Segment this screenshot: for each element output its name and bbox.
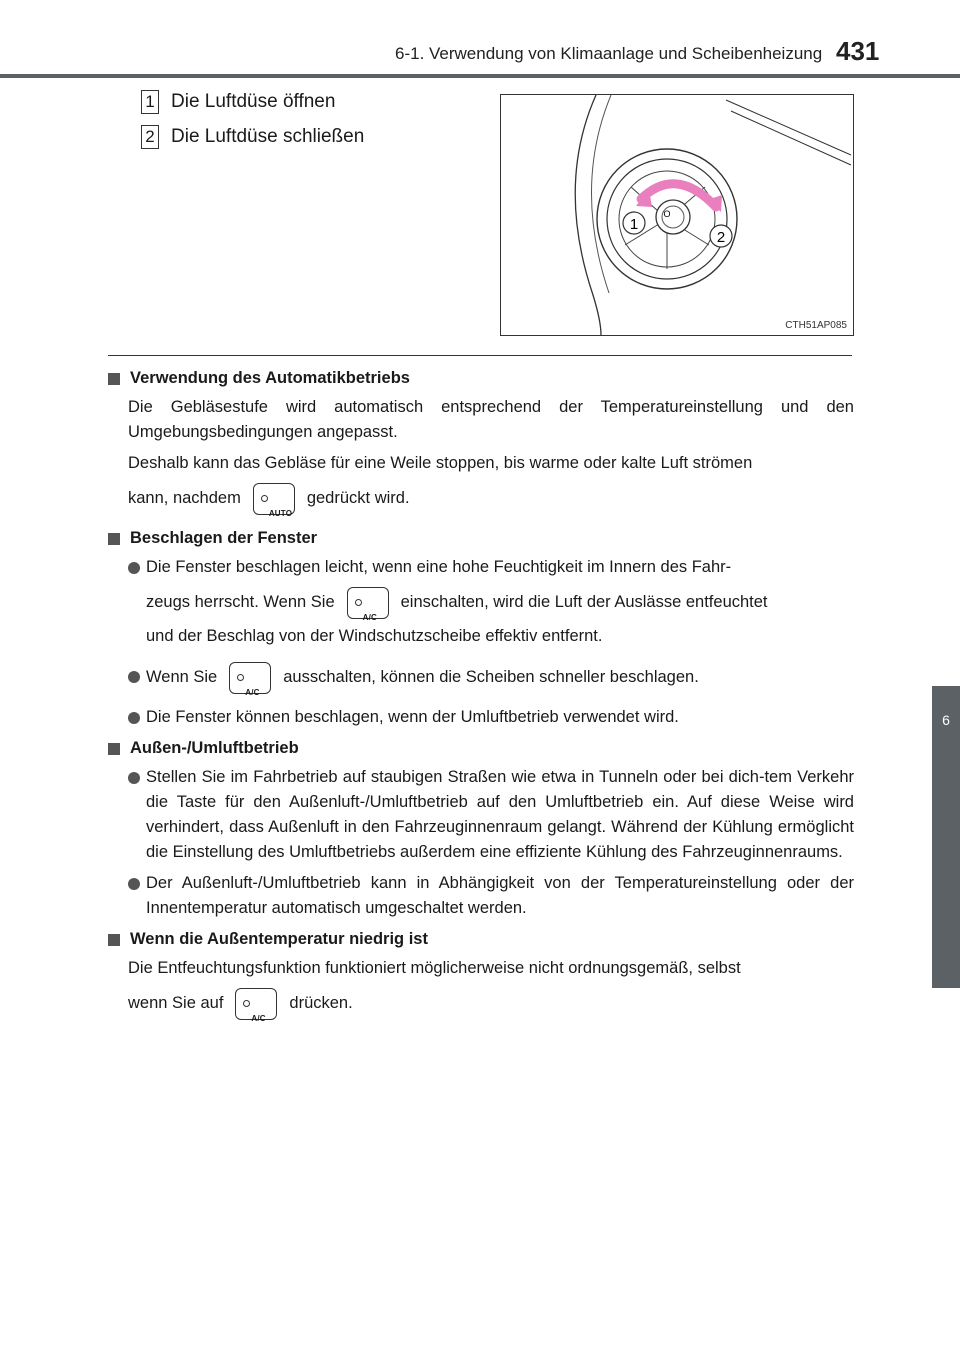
ac-button-icon: A/C xyxy=(347,587,389,619)
round-bullet-icon xyxy=(128,878,140,890)
legend-item-close xyxy=(141,125,364,149)
page-number: 431 xyxy=(836,36,880,66)
section-heading: Außen-/Umluftbetrieb xyxy=(108,736,854,761)
section-heading: Beschlagen der Fenster xyxy=(108,526,854,551)
square-bullet-icon xyxy=(108,533,120,545)
square-bullet-icon xyxy=(108,743,120,755)
air-vent-drawing xyxy=(501,95,853,335)
bullet-item: Wenn Sie A/C ausschalten, können die Scheiben schneller beschlagen. xyxy=(128,655,854,699)
paragraph: Deshalb kann das Gebläse für eine Weile stoppen, bis warme oder kalte Luft strömen xyxy=(128,454,753,472)
round-bullet-icon xyxy=(128,562,140,574)
bullet-item: Stellen Sie im Fahrbetrieb auf staubigen Straßen wie etwa in Tunneln oder bei dich-tem Verkehr die Taste für den Außenluft-/Umluftbetrieb auf den Umluftbetrieb ein. Auf diese Weise wird verhindert, dass Außenluft in den Fahrzeuginnenraum gelangt. Während der Kühlung ermöglicht die Einstellung des Umluftbetriebs außerdem eine effiziente Kühlung des Fahrzeuginnenraums. xyxy=(128,765,854,865)
bullet-item: Der Außenluft-/Umluftbetrieb kann in Abhängigkeit von der Temperatureinstellung oder der Innentemperatur automatisch umgeschaltet werden. xyxy=(128,871,854,921)
section-heading: Wenn die Außentemperatur niedrig ist xyxy=(108,927,854,952)
legend-text: Die Luftdüse schließen xyxy=(171,126,365,148)
ac-button-icon: A/C xyxy=(229,662,271,694)
square-bullet-icon xyxy=(108,373,120,385)
figure-callout-1: 1 xyxy=(629,216,639,233)
figure-callout-2: 2 xyxy=(716,229,726,246)
bullet-item: Die Fenster beschlagen leicht, wenn eine hohe Feuchtigkeit im Innern des Fahr- zeugs herrscht. Wenn Sie A/C einschalten, wird die Luft der Auslässe entfeuchtet und der Beschlag von der Windschutzscheibe effektiv entfernt. xyxy=(128,555,854,649)
indicator-light-icon xyxy=(355,599,362,606)
square-bullet-icon xyxy=(108,934,120,946)
header-title: 6-1. Verwendung von Klimaanlage und Scheibenheizung xyxy=(395,44,823,63)
legend-text: Die Luftdüse öffnen xyxy=(171,91,336,113)
round-bullet-icon xyxy=(128,671,140,683)
knob-mark: O xyxy=(663,209,671,219)
legend-number-box: 2 xyxy=(141,125,159,149)
paragraph: Die Gebläsestufe wird automatisch entsprechend der Temperatureinstellung und den Umgebungsbedingungen angepasst. xyxy=(128,398,854,441)
paragraph: wenn Sie auf A/C drücken. xyxy=(128,981,854,1025)
header-rule xyxy=(0,74,960,78)
section-rule xyxy=(108,355,852,356)
content-body xyxy=(108,366,854,1031)
paragraph: Die Entfeuchtungsfunktion funktioniert möglicherweise nicht ordnungsgemäß, selbst xyxy=(128,959,741,977)
legend-item-open xyxy=(141,90,335,114)
ac-button-icon: A/C xyxy=(235,988,277,1020)
auto-button-icon: AUTO xyxy=(253,483,295,515)
indicator-light-icon xyxy=(243,1000,250,1007)
legend-number-box: 1 xyxy=(141,90,159,114)
paragraph: kann, nachdem AUTO gedrückt wird. xyxy=(128,476,854,520)
chapter-title: Innenraumausstattung xyxy=(897,782,913,918)
chapter-number: 6 xyxy=(942,712,950,728)
section-heading: Verwendung des Automatikbetriebs xyxy=(108,366,854,391)
indicator-light-icon xyxy=(261,495,268,502)
round-bullet-icon xyxy=(128,772,140,784)
round-bullet-icon xyxy=(128,712,140,724)
side-tab-bar xyxy=(932,768,960,988)
figure-code: CTH51AP085 xyxy=(785,320,847,331)
air-vent-illustration xyxy=(500,94,854,336)
bullet-item: Die Fenster können beschlagen, wenn der Umluftbetrieb verwendet wird. xyxy=(128,705,854,730)
indicator-light-icon xyxy=(237,674,244,681)
